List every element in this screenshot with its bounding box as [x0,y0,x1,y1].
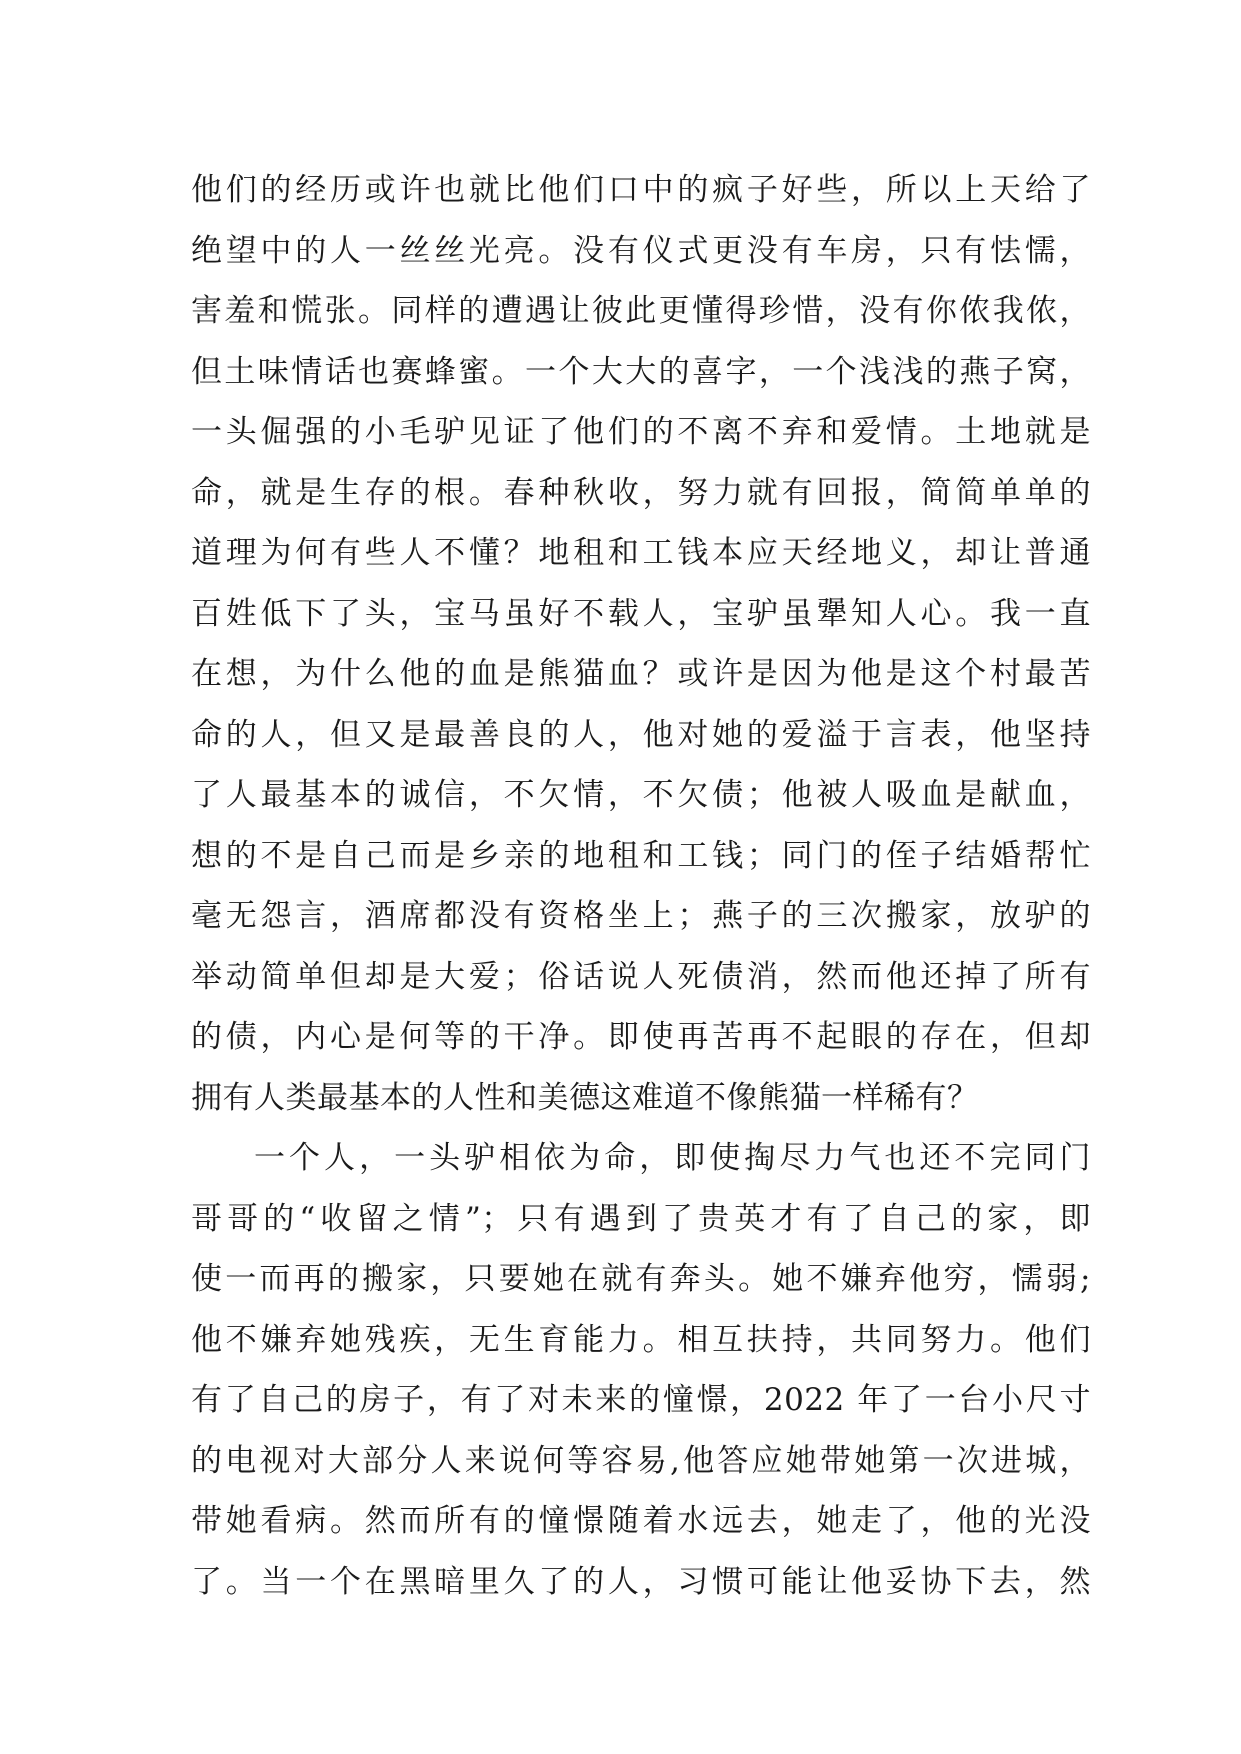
text-line: 绝望中的人一丝丝光亮。没有仪式更没有车房，只有怯懦， [191,232,1091,269]
text-line: 害羞和慌张。同样的遭遇让彼此更懂得珍惜，没有你侬我侬， [191,293,1091,329]
text-line: 他不嫌弃她残疾，无生育能力。相互扶持，共同努力。他们 [191,1321,1091,1358]
text-line: 举动简单但却是大爱；俗话说人死债消，然而他还掉了所有 [191,958,1091,995]
text-line: 道理为何有些人不懂？地租和工钱本应天经地义，却让普通 [191,535,1091,571]
text-line: 的债，内心是何等的干净。即使再苦再不起眼的存在，但却 [191,1019,1091,1055]
text-line: 命，就是生存的根。春种秋收，努力就有回报，简简单单的 [191,474,1091,511]
text-line: 了人最基本的诚信，不欠情，不欠债；他被人吸血是献血， [191,777,1091,813]
text-line: 毫无怨言，酒席都没有资格坐上；燕子的三次搬家，放驴的 [191,898,1091,934]
text-line: 的电视对大部分人来说何等容易,他答应她带她第一次进城， [191,1442,1091,1479]
paragraph-1 [191,160,1091,1128]
text-line: 想的不是自己而是乡亲的地租和工钱；同门的侄子结婚帮忙 [191,837,1091,874]
text-line: 带她看病。然而所有的憧憬随着水远去，她走了，他的光没 [191,1503,1091,1539]
text-line: 百姓低下了头，宝马虽好不载人，宝驴虽犟知人心。我一直 [191,595,1091,632]
paragraph-2 [191,1128,1091,1612]
text-line: 一个人，一头驴相依为命，即使掏尽力气也还不完同门 [254,1140,1091,1176]
text-line: 一头倔强的小毛驴见证了他们的不离不弃和爱情。土地就是 [191,414,1091,450]
text-line: 但土味情话也赛蜂蜜。一个大大的喜字，一个浅浅的燕子窝， [191,353,1091,390]
text-line: 命的人，但又是最善良的人，他对她的爱溢于言表，他坚持 [191,716,1091,753]
body-text [191,160,1091,1612]
text-line: 哥哥的“收留之情”；只有遇到了贵英才有了自己的家，即 [191,1200,1091,1237]
text-line: 有了自己的房子，有了对未来的憧憬，2022 年了一台小尺寸 [191,1382,1091,1418]
text-line: 他们的经历或许也就比他们口中的疯子好些，所以上天给了 [191,172,1091,208]
text-line: 拥有人类最基本的人性和美德这难道不像熊猫一样稀有？ [191,1079,979,1116]
text-line: 在想，为什么他的血是熊猫血？或许是因为他是这个村最苦 [191,656,1091,692]
text-line: 了。当一个在黑暗里久了的人，习惯可能让他妥协下去，然 [191,1563,1091,1600]
text-line: 使一而再的搬家，只要她在就有奔头。她不嫌弃他穷，懦弱; [191,1261,1091,1297]
